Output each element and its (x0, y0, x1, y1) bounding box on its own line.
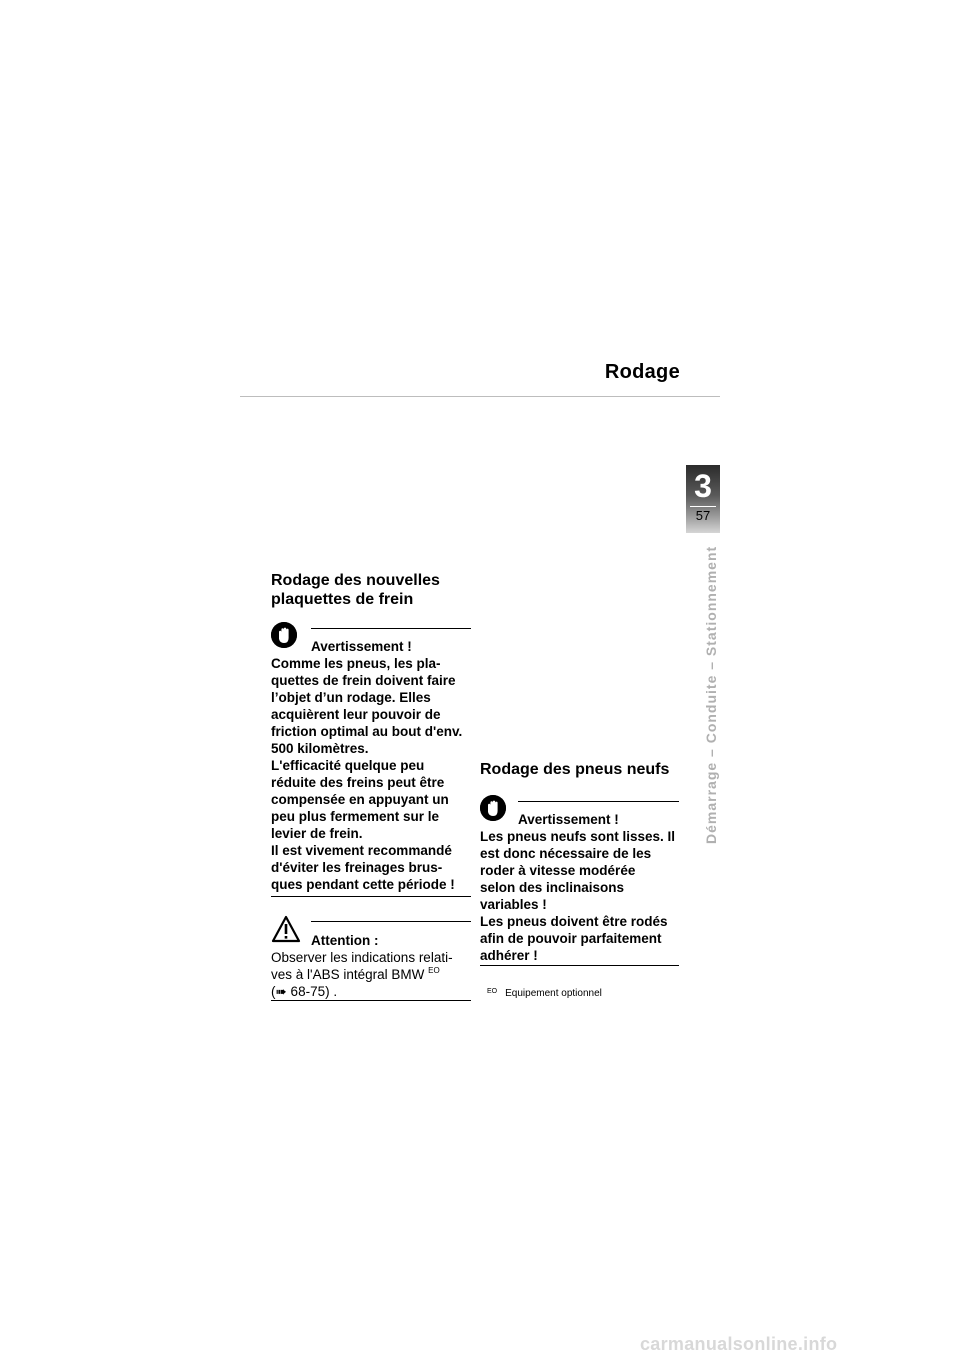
warning-text: Comme les pneus, les pla- quettes de frein doivent faire l’objet d’un rodage. Elles acquièrent leur pouvoir de friction optimal au bout d'env. 500 kilomètres. L'efficacité quelque peu réduite des freins peut être compensée en appuyant un peu plus fermement sur le levier de frein. Il est vivement recommandé d'éviter les freinages brus- ques pendant cette période ! (271, 656, 463, 892)
page-reference-link[interactable]: (➠ 68-75) . (271, 984, 338, 999)
warning-triangle-icon (271, 915, 301, 943)
watermark: carmanualsonline.info (640, 1334, 838, 1354)
hand-warning-icon (480, 795, 506, 821)
warning-bottom-rule (271, 896, 471, 897)
chapter-number: 3 (694, 468, 712, 504)
attention-line-2 (271, 966, 476, 983)
warning-top-rule (518, 801, 679, 802)
warning-top-rule (311, 628, 471, 629)
attention-title: Attention : (311, 933, 379, 948)
section-heading-brake-pads: Rodage des nouvelles plaquettes de frein (271, 572, 440, 608)
page-title: Rodage (604, 361, 680, 383)
footnote-text: Equipement optionnel (505, 988, 602, 999)
page-number: 57 (695, 508, 711, 523)
footnote-mark: EO (487, 988, 498, 995)
attention-bottom-rule (271, 1000, 471, 1001)
footnote (487, 988, 602, 999)
hand-warning-icon (271, 622, 297, 648)
optional-equipment-mark: EO (428, 966, 440, 975)
chapter-side-label: Démarrage – Conduite – Stationnement (703, 545, 719, 844)
attention-top-rule (311, 921, 471, 922)
warning-text: Les pneus neufs sont lisses. Il est donc nécessaire de les roder à vitesse modérée selon des inclinaisons variables ! Les pneus doivent être rodés afin de pouvoir parfaitement adhérer ! (480, 829, 676, 963)
attention-text (271, 949, 476, 1000)
attention-line-1: Observer les indications relati- (271, 950, 453, 965)
warning-bottom-rule (480, 965, 679, 966)
attention-line-2-text: ves à l'ABS intégral BMW (271, 967, 425, 982)
header-divider (240, 396, 720, 397)
warning-title: Avertissement ! (518, 812, 619, 827)
warning-title: Avertissement ! (311, 639, 412, 654)
section-heading-new-tires: Rodage des pneus neufs (480, 761, 670, 778)
chapter-tab-divider (690, 506, 716, 507)
